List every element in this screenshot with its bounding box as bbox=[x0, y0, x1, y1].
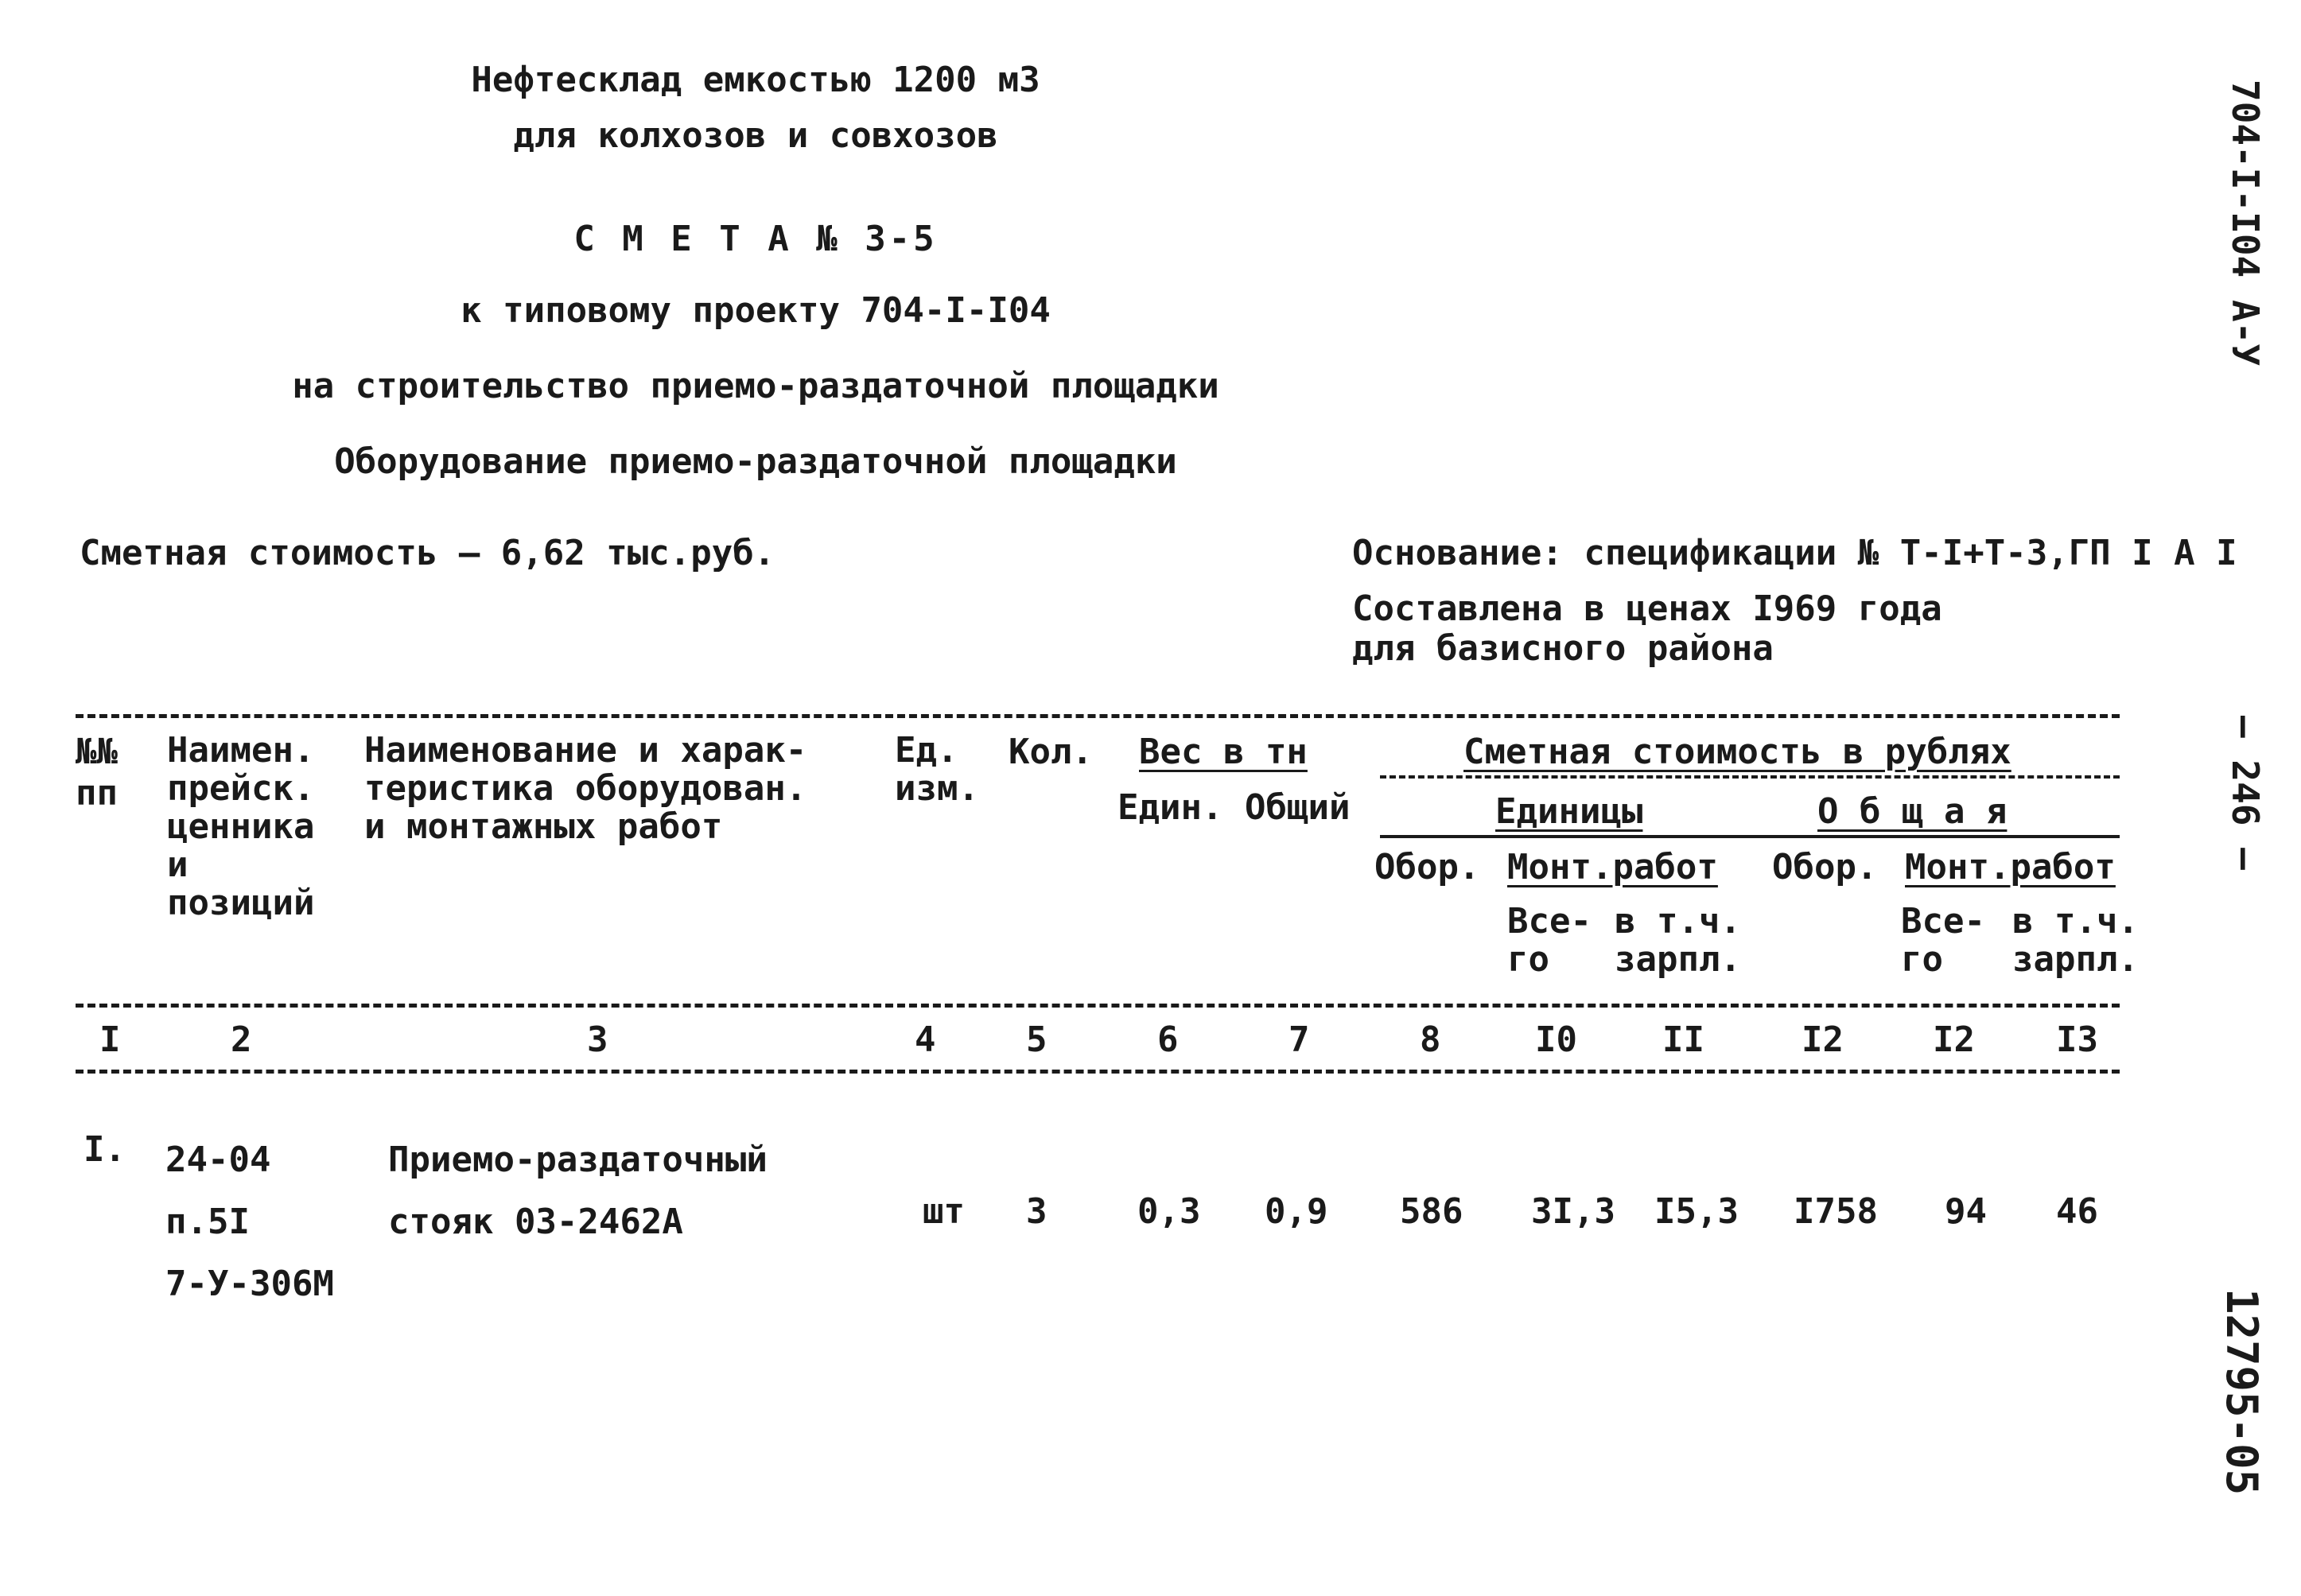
smeta-title: С М Е Т А № 3-5 bbox=[573, 219, 938, 259]
prices-line: Составлена в ценах I969 года bbox=[1352, 588, 1942, 629]
header-cost: Сметная стоимость в рублях bbox=[1463, 732, 2011, 772]
col-number: I0 bbox=[1535, 1019, 1577, 1060]
header-qty: Кол. bbox=[1009, 732, 1093, 772]
row-weight-total: 0,9 bbox=[1265, 1191, 1328, 1232]
col-number: 2 bbox=[231, 1019, 252, 1060]
col-numbers-bottom-rule bbox=[76, 1070, 2120, 1074]
col-number: I3 bbox=[2056, 1019, 2098, 1060]
header-wage-unit: в т.ч. зарпл. bbox=[1615, 901, 1741, 980]
col-number: 6 bbox=[1157, 1019, 1179, 1060]
per-unit-total-rule bbox=[1380, 835, 2120, 838]
col-number: II bbox=[1662, 1019, 1704, 1060]
cost-rule bbox=[1380, 775, 2120, 779]
estimated-cost: Сметная стоимость – 6,62 тыс.руб. bbox=[80, 533, 775, 573]
row-weight-unit: 0,3 bbox=[1137, 1191, 1201, 1232]
header-name: Наименование и харак- теристика оборудован. и монтажных работ bbox=[364, 730, 807, 847]
header-num: №№ пп bbox=[76, 732, 118, 814]
header-weight: Вес в тн bbox=[1139, 732, 1308, 772]
header-weight-unit: Един. bbox=[1117, 787, 1223, 828]
col-number: 8 bbox=[1420, 1019, 1441, 1060]
purpose-line: на строительство приемо-раздаточной площадки bbox=[292, 366, 1219, 406]
header-equip-total: Обор. bbox=[1772, 847, 1878, 887]
header-all-unit: Все- го bbox=[1507, 901, 1592, 980]
col-number: I bbox=[99, 1019, 121, 1060]
region-line: для базисного района bbox=[1352, 628, 1774, 669]
header-equip-unit: Обор. bbox=[1374, 847, 1480, 887]
row-code: 24-04 п.5I 7-У-306М bbox=[165, 1140, 334, 1304]
header-all-total: Все- го bbox=[1901, 901, 1985, 980]
col-number: 5 bbox=[1026, 1019, 1047, 1060]
header-install-total: Монт.работ bbox=[1905, 847, 2116, 887]
title-line-1: Нефтесклад емкостью 1200 м3 bbox=[471, 60, 1040, 100]
margin-page-number: – 246 – bbox=[2224, 716, 2267, 870]
project-line: к типовому проекту 704-I-I04 bbox=[461, 290, 1051, 331]
row-wage-total: 46 bbox=[2056, 1191, 2098, 1232]
header-install-unit: Монт.работ bbox=[1507, 847, 1718, 887]
col-numbers-top-rule bbox=[76, 1004, 2120, 1008]
col-number: 4 bbox=[915, 1019, 936, 1060]
header-pricelist: Наимен. прейск. ценника и позиций bbox=[167, 730, 315, 923]
row-unit: шт bbox=[923, 1191, 965, 1232]
title-line-2: для колхозов и совхозов bbox=[513, 115, 998, 156]
header-total: О б щ а я bbox=[1817, 791, 2008, 832]
row-install-unit: 3I,3 bbox=[1531, 1191, 1615, 1232]
row-equip-total: I758 bbox=[1794, 1191, 1878, 1232]
header-weight-total: Общий bbox=[1245, 787, 1351, 828]
col-number: I2 bbox=[1802, 1019, 1844, 1060]
row-qty: 3 bbox=[1026, 1191, 1047, 1232]
header-per-unit: Единицы bbox=[1495, 791, 1643, 832]
col-number: I2 bbox=[1933, 1019, 1975, 1060]
col-number: 3 bbox=[587, 1019, 608, 1060]
row-wage-unit: I5,3 bbox=[1654, 1191, 1739, 1232]
row-name: Приемо-раздаточный стояк 03-2462А bbox=[388, 1140, 768, 1242]
basis-line: Основание: спецификации № Т-I+Т-3,ГП I А I bbox=[1352, 533, 2237, 573]
margin-document-number: 12795-05 bbox=[2217, 1288, 2267, 1496]
subject-line: Оборудование приемо-раздаточной площадки bbox=[334, 441, 1177, 482]
header-wage-total: в т.ч. зарпл. bbox=[2012, 901, 2139, 980]
row-install-total: 94 bbox=[1945, 1191, 1987, 1232]
row-equip-unit: 586 bbox=[1400, 1191, 1463, 1232]
margin-project-code: 704-I-I04 А-У bbox=[2224, 80, 2267, 367]
row-num: I. bbox=[84, 1129, 126, 1170]
table-top-rule bbox=[76, 714, 2120, 718]
header-unit: Ед. изм. bbox=[895, 730, 979, 809]
col-number: 7 bbox=[1288, 1019, 1310, 1060]
